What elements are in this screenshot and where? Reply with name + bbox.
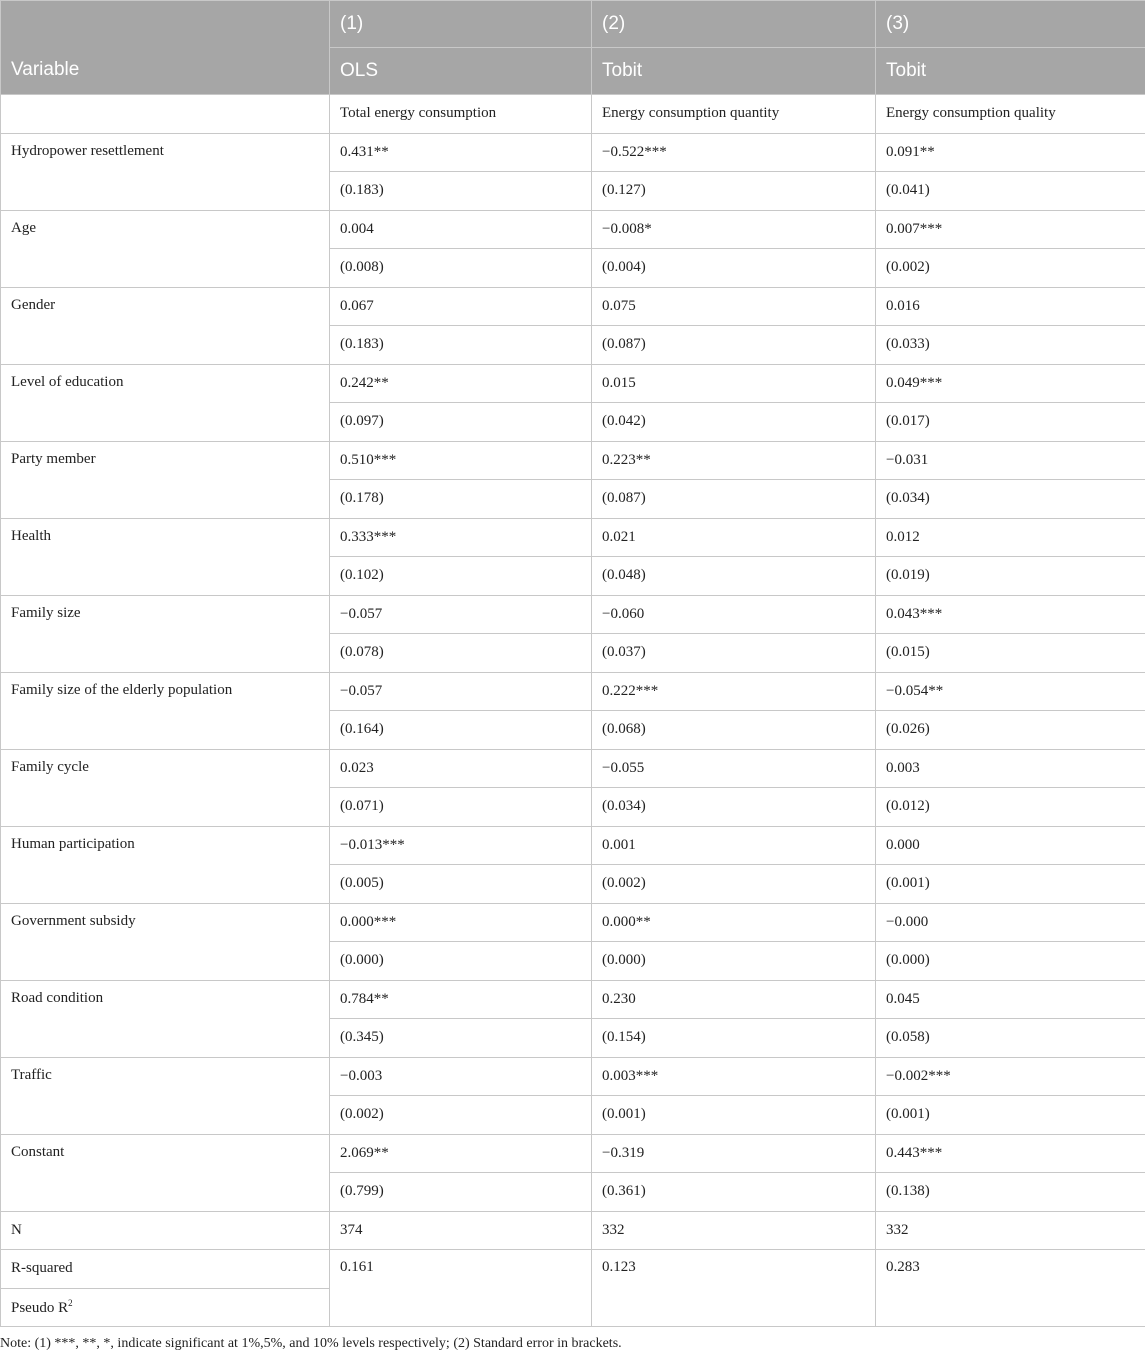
coefficient-cell: 0.001	[592, 826, 876, 865]
coefficient-cell: −0.000	[876, 903, 1145, 942]
standard-error-cell: (0.005)	[330, 865, 592, 904]
pseudo-r-squared-label	[1, 1288, 330, 1327]
table-header	[1, 1, 1145, 95]
standard-error-cell: (0.154)	[592, 1019, 876, 1058]
variable-label: Human participation	[1, 826, 330, 903]
model-number-3: (3)	[876, 1, 1145, 48]
n-value: 332	[592, 1211, 876, 1250]
variable-label: Road condition	[1, 980, 330, 1057]
table-row	[1, 364, 1145, 403]
standard-error-cell: (0.048)	[592, 557, 876, 596]
coefficient-cell: −0.002***	[876, 1057, 1145, 1096]
coefficient-cell: 0.007***	[876, 210, 1145, 249]
variable-label: Family size	[1, 595, 330, 672]
standard-error-cell: (0.178)	[330, 480, 592, 519]
coefficient-cell: 0.043***	[876, 595, 1145, 634]
coefficient-cell: −0.008*	[592, 210, 876, 249]
coefficient-cell: 0.016	[876, 287, 1145, 326]
standard-error-cell: (0.078)	[330, 634, 592, 673]
coefficient-cell: 0.015	[592, 364, 876, 403]
coefficient-cell: 0.000**	[592, 903, 876, 942]
table-row	[1, 980, 1145, 1019]
standard-error-cell: (0.001)	[592, 1096, 876, 1135]
variable-label: Level of education	[1, 364, 330, 441]
standard-error-cell: (0.002)	[876, 249, 1145, 288]
coefficient-cell: 0.075	[592, 287, 876, 326]
r-squared-value: 0.161	[330, 1250, 592, 1327]
coefficient-cell: 0.049***	[876, 364, 1145, 403]
standard-error-cell: (0.042)	[592, 403, 876, 442]
standard-error-cell: (0.001)	[876, 1096, 1145, 1135]
standard-error-cell: (0.345)	[330, 1019, 592, 1058]
pseudo-r-squared-superscript: 2	[68, 1297, 73, 1308]
variable-label: Constant	[1, 1134, 330, 1211]
variable-label: Health	[1, 518, 330, 595]
standard-error-cell: (0.002)	[330, 1096, 592, 1135]
standard-error-cell: (0.033)	[876, 326, 1145, 365]
table-row	[1, 287, 1145, 326]
standard-error-cell: (0.127)	[592, 172, 876, 211]
coefficient-cell: 0.784**	[330, 980, 592, 1019]
variable-label: Hydropower resettlement	[1, 133, 330, 210]
standard-error-cell: (0.799)	[330, 1173, 592, 1212]
standard-error-cell: (0.008)	[330, 249, 592, 288]
r-squared-label: R-squared	[1, 1250, 330, 1289]
standard-error-cell: (0.102)	[330, 557, 592, 596]
standard-error-cell: (0.019)	[876, 557, 1145, 596]
coefficient-cell: −0.057	[330, 595, 592, 634]
coefficient-cell: 0.222***	[592, 672, 876, 711]
coefficient-cell: 0.091**	[876, 133, 1145, 172]
coefficient-cell: 0.242**	[330, 364, 592, 403]
coefficient-cell: −0.013***	[330, 826, 592, 865]
table-row	[1, 826, 1145, 865]
coefficient-cell: −0.522***	[592, 133, 876, 172]
coefficient-cell: 0.067	[330, 287, 592, 326]
coefficient-cell: −0.003	[330, 1057, 592, 1096]
coefficient-cell: −0.319	[592, 1134, 876, 1173]
table-row	[1, 749, 1145, 788]
table-note: Note: (1) ***, **, *, indicate significant at 1%,5%, and 10% levels respectively; (2) Standard error in brackets.	[0, 1336, 622, 1351]
table-row	[1, 1134, 1145, 1173]
table-row	[1, 441, 1145, 480]
table-body	[1, 95, 1145, 1327]
standard-error-cell: (0.017)	[876, 403, 1145, 442]
coefficient-cell: 0.004	[330, 210, 592, 249]
standard-error-cell: (0.001)	[876, 865, 1145, 904]
table-row	[1, 1057, 1145, 1096]
table-row	[1, 133, 1145, 172]
standard-error-cell: (0.183)	[330, 172, 592, 211]
coefficient-cell: 0.012	[876, 518, 1145, 557]
coefficient-cell: 0.230	[592, 980, 876, 1019]
coefficient-cell: 0.431**	[330, 133, 592, 172]
dependent-variable-3: Energy consumption quality	[876, 95, 1145, 134]
coefficient-cell: −0.057	[330, 672, 592, 711]
standard-error-cell: (0.000)	[592, 942, 876, 981]
standard-error-cell: (0.004)	[592, 249, 876, 288]
coefficient-cell: 0.333***	[330, 518, 592, 557]
table-row	[1, 672, 1145, 711]
coefficient-cell: 0.443***	[876, 1134, 1145, 1173]
coefficient-cell: 0.021	[592, 518, 876, 557]
standard-error-cell: (0.183)	[330, 326, 592, 365]
standard-error-cell: (0.164)	[330, 711, 592, 750]
r-squared-row	[1, 1250, 1145, 1289]
standard-error-cell: (0.034)	[876, 480, 1145, 519]
standard-error-cell: (0.000)	[876, 942, 1145, 981]
coefficient-cell: −0.060	[592, 595, 876, 634]
standard-error-cell: (0.058)	[876, 1019, 1145, 1058]
n-value: 332	[876, 1211, 1145, 1250]
variable-label: Government subsidy	[1, 903, 330, 980]
model-number-1: (1)	[330, 1, 592, 48]
standard-error-cell: (0.012)	[876, 788, 1145, 827]
model-method-1: OLS	[330, 48, 592, 95]
variable-label: Family size of the elderly population	[1, 672, 330, 749]
coefficient-cell: −0.055	[592, 749, 876, 788]
dependent-variable-1: Total energy consumption	[330, 95, 592, 134]
standard-error-cell: (0.087)	[592, 480, 876, 519]
coefficient-cell: 0.045	[876, 980, 1145, 1019]
dependent-variable-row	[1, 95, 1145, 134]
variable-label: Age	[1, 210, 330, 287]
coefficient-cell: 0.003	[876, 749, 1145, 788]
standard-error-cell: (0.068)	[592, 711, 876, 750]
variable-label: Traffic	[1, 1057, 330, 1134]
model-method-2: Tobit	[592, 48, 876, 95]
n-label: N	[1, 1211, 330, 1250]
table-row	[1, 210, 1145, 249]
standard-error-cell: (0.087)	[592, 326, 876, 365]
table-row	[1, 595, 1145, 634]
coefficient-cell: 2.069**	[330, 1134, 592, 1173]
pseudo-r-squared-text: Pseudo R	[11, 1299, 69, 1316]
standard-error-cell: (0.071)	[330, 788, 592, 827]
model-method-3: Tobit	[876, 48, 1145, 95]
empty-cell	[1, 95, 330, 134]
standard-error-cell: (0.034)	[592, 788, 876, 827]
coefficient-cell: −0.054**	[876, 672, 1145, 711]
coefficient-cell: 0.223**	[592, 441, 876, 480]
table-row	[1, 903, 1145, 942]
coefficient-cell: 0.023	[330, 749, 592, 788]
standard-error-cell: (0.037)	[592, 634, 876, 673]
coefficient-cell: 0.000***	[330, 903, 592, 942]
standard-error-cell: (0.015)	[876, 634, 1145, 673]
coefficient-cell: 0.510***	[330, 441, 592, 480]
standard-error-cell: (0.000)	[330, 942, 592, 981]
variable-header: Variable	[1, 1, 330, 95]
coefficient-cell: 0.003***	[592, 1057, 876, 1096]
r-squared-value: 0.123	[592, 1250, 876, 1327]
variable-label: Family cycle	[1, 749, 330, 826]
table-row	[1, 518, 1145, 557]
n-row	[1, 1211, 1145, 1250]
coefficient-cell: −0.031	[876, 441, 1145, 480]
r-squared-value: 0.283	[876, 1250, 1145, 1327]
variable-label: Gender	[1, 287, 330, 364]
n-value: 374	[330, 1211, 592, 1250]
model-number-2: (2)	[592, 1, 876, 48]
standard-error-cell: (0.361)	[592, 1173, 876, 1212]
standard-error-cell: (0.002)	[592, 865, 876, 904]
dependent-variable-2: Energy consumption quantity	[592, 95, 876, 134]
standard-error-cell: (0.138)	[876, 1173, 1145, 1212]
standard-error-cell: (0.097)	[330, 403, 592, 442]
coefficient-cell: 0.000	[876, 826, 1145, 865]
standard-error-cell: (0.026)	[876, 711, 1145, 750]
variable-label: Party member	[1, 441, 330, 518]
standard-error-cell: (0.041)	[876, 172, 1145, 211]
